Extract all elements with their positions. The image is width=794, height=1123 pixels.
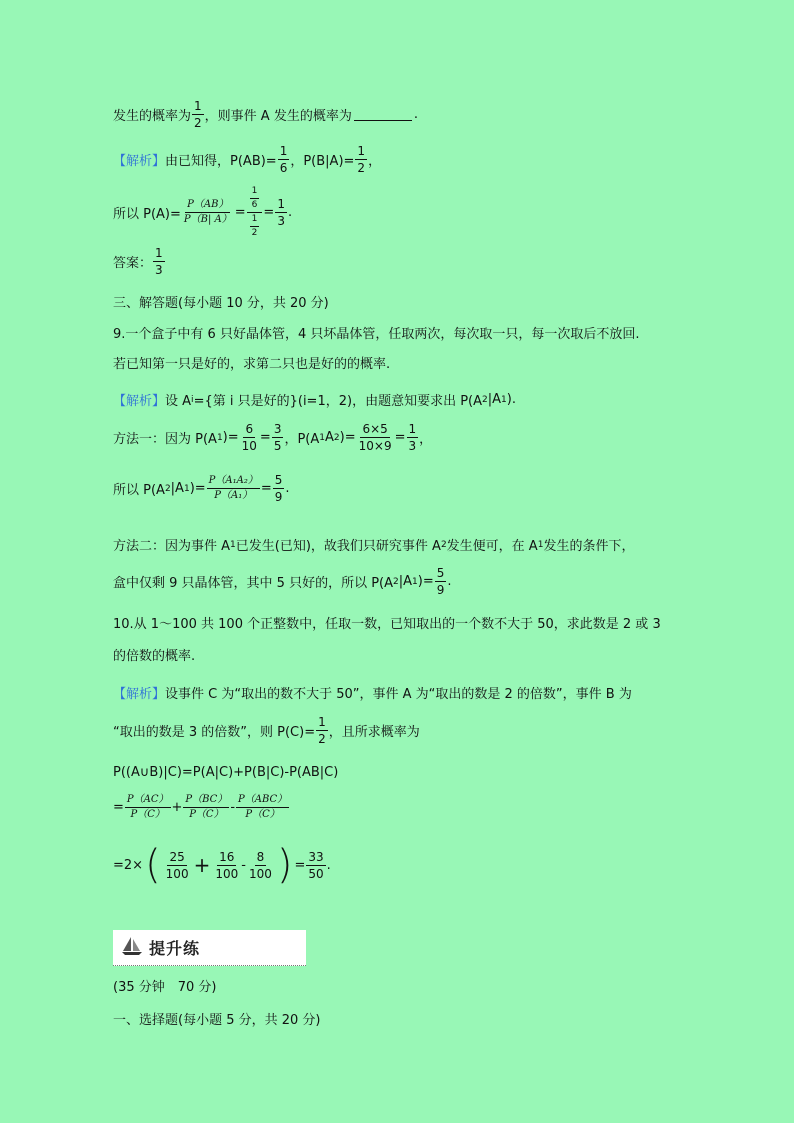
numerator: 8	[256, 849, 265, 864]
text: 所以 P(A)=	[113, 207, 181, 222]
subscript: 2	[164, 483, 171, 494]
text: 若已知第一只是好的，求第二只也是好的的概率.	[113, 357, 391, 372]
analysis-tag: 【解析】	[113, 154, 166, 169]
text: 一、选择题(每小题 5 分，共 20 分)	[113, 1013, 321, 1028]
denominator: 3	[408, 439, 417, 453]
numerator: 1	[318, 715, 326, 729]
numerator: 1	[250, 215, 260, 227]
text: 三、解答题(每小题 10 分，共 20 分)	[113, 296, 329, 311]
text: .	[326, 857, 331, 873]
numerator: 1	[250, 187, 260, 199]
fraction-6x5	[357, 423, 394, 452]
denominator: 3	[155, 263, 163, 277]
fraction-3-5	[272, 423, 284, 452]
text: =	[113, 800, 124, 815]
text: ，且所求概率为	[328, 725, 420, 740]
text: =	[263, 205, 275, 220]
analysis-tag: 【解析】	[113, 394, 166, 409]
denominator: P（A₁）	[214, 490, 253, 501]
fraction-half	[355, 145, 367, 174]
text: 设事件 C 为“取出的数不大于 50”，事件 A 为“取出的数是 2 的倍数”，事件 B 为	[165, 687, 632, 702]
text: 由已知得，P(AB)=	[165, 154, 277, 169]
text: (35 分钟 70 分)	[113, 980, 217, 995]
fraction-pabc	[236, 795, 289, 820]
text: .	[447, 574, 452, 589]
text: 方法二：因为事件 A	[113, 539, 231, 554]
numerator: 25	[169, 849, 185, 864]
numerator: 3	[273, 422, 282, 436]
numerator: 1	[194, 99, 202, 113]
text: 设 A	[165, 394, 192, 409]
fraction-pbc	[183, 795, 229, 820]
text: ).	[506, 392, 516, 407]
fraction-sixth	[278, 145, 290, 174]
text: 方法一：因为 P(A	[113, 432, 217, 447]
numerator: 6×5	[362, 422, 388, 436]
numerator: P（AC）	[125, 795, 171, 808]
numerator: 5	[274, 473, 283, 487]
numerator: 5	[436, 566, 445, 580]
equation-line-2	[113, 795, 290, 820]
text: |A	[398, 574, 413, 589]
method-1-result	[113, 474, 290, 503]
numerator	[247, 187, 263, 213]
fraction-pac	[125, 795, 171, 820]
denominator: 9	[274, 490, 283, 504]
fraction-half	[250, 215, 260, 238]
text: -	[230, 800, 236, 815]
text: 盒中仅剩 9 只晶体管，其中 5 只好的，所以 P(A	[113, 576, 394, 591]
fraction-half	[316, 716, 328, 745]
text: =2×	[113, 857, 144, 873]
fraction-half	[192, 100, 204, 129]
text: .	[413, 107, 418, 122]
denominator: 100	[248, 866, 272, 881]
denominator: 6	[279, 161, 288, 175]
time-note	[113, 976, 217, 995]
text: 发生便可，在 A	[446, 539, 538, 554]
numerator: 1	[357, 144, 366, 158]
banner-title: 提升练	[149, 939, 201, 958]
denominator: 2	[194, 116, 202, 130]
subscript: 2	[440, 539, 447, 550]
denominator	[247, 213, 263, 238]
text: =	[260, 481, 272, 496]
fraction-pa1a2	[207, 476, 260, 501]
subscript: 1	[216, 432, 223, 443]
fraction-pab-pba	[182, 200, 234, 225]
numerator: P（AB）	[185, 200, 230, 213]
q10-analysis-line2	[113, 716, 420, 745]
text: =	[294, 857, 306, 873]
question-10-line1	[113, 613, 661, 632]
text: =	[394, 430, 406, 445]
text: |A	[487, 392, 502, 407]
question-10-line2	[113, 645, 195, 664]
numerator: 1	[408, 422, 417, 436]
numerator: P（BC）	[183, 795, 229, 808]
section-banner	[113, 930, 306, 966]
problem-tail-line	[113, 100, 418, 129]
text: ，	[419, 432, 433, 447]
subscript: 1	[230, 539, 236, 550]
denominator: P（C）	[189, 809, 224, 820]
question-9-line1	[113, 323, 639, 342]
subscript: 2	[482, 394, 488, 405]
right-paren: )	[276, 842, 293, 888]
fraction-16-100	[213, 851, 240, 880]
text: 发生的概率为	[113, 109, 192, 124]
text: ，P(A	[284, 432, 320, 447]
denominator: 5	[273, 439, 282, 453]
text-a: A	[325, 430, 334, 445]
text: +	[193, 853, 211, 877]
equation-line-3	[113, 842, 331, 888]
text: =	[234, 205, 246, 220]
compound-fraction	[247, 187, 263, 238]
subscript: i	[191, 394, 194, 405]
text: =	[259, 430, 271, 445]
q9-analysis-line	[113, 390, 516, 409]
text: )=	[417, 574, 434, 589]
numerator: 1	[279, 144, 288, 158]
fraction-6-10	[240, 423, 259, 452]
analysis-tag: 【解析】	[113, 687, 166, 702]
subscript: 1	[183, 483, 190, 494]
section-heading	[113, 1009, 321, 1028]
denominator: 100	[215, 866, 239, 881]
method-1-line	[113, 423, 432, 452]
denominator: 2	[251, 228, 258, 238]
text: 的倍数的概率.	[113, 649, 196, 664]
numerator: 1	[155, 246, 163, 260]
method-2-line1	[113, 535, 634, 554]
section-heading	[113, 292, 329, 311]
denominator: 50	[308, 866, 324, 881]
text: 所以 P(A	[113, 483, 165, 498]
fraction-25-100	[164, 851, 191, 880]
conclusion-line	[113, 187, 292, 238]
text: ，P(B|A)=	[290, 154, 355, 169]
fraction-sixth	[250, 187, 260, 210]
text: 9.一个盒子中有 6 只好晶体管，4 只坏晶体管，任取两次，每次取一只，每一次取后不放回.	[113, 327, 640, 342]
denominator: 6	[251, 200, 258, 210]
numerator: 1	[277, 197, 285, 211]
fraction-third	[153, 247, 165, 276]
numerator: P（ABC）	[236, 795, 289, 808]
answer-label: 答案：	[113, 256, 153, 271]
denominator: 100	[165, 866, 189, 881]
fraction-5-9	[273, 474, 285, 503]
text: 发生的条件下，	[543, 539, 635, 554]
answer-line	[113, 247, 166, 276]
text: )=	[222, 430, 239, 445]
text: .	[285, 481, 290, 496]
subscript: 1	[501, 394, 507, 405]
text: .	[287, 205, 293, 220]
text: ={第 i 只是好的}(i=1，2)，由题意知要求出 P(A	[193, 394, 483, 409]
text: -	[241, 857, 246, 873]
text: |A	[170, 481, 184, 496]
fraction-third	[275, 198, 287, 227]
denominator: P（B| A）	[183, 214, 232, 225]
q10-analysis-line1	[113, 683, 632, 702]
subscript: 2	[333, 432, 340, 443]
numerator: 33	[308, 849, 324, 864]
fraction-5-9	[435, 567, 447, 596]
fraction-8-100	[247, 851, 274, 880]
subscript: 1	[537, 539, 544, 550]
denominator: 10	[241, 439, 257, 453]
fraction-third	[407, 423, 419, 452]
denominator: 10×9	[358, 439, 392, 453]
subscript: 1	[319, 432, 326, 443]
method-2-line2	[113, 567, 452, 596]
numerator: 16	[219, 849, 235, 864]
left-paren: (	[145, 842, 161, 888]
text: “取出的数是 3 的倍数”，则 P(C)=	[113, 725, 316, 740]
fraction-33-50	[306, 851, 325, 880]
answer-blank	[354, 108, 412, 121]
numerator: P（A₁A₂）	[207, 476, 260, 489]
denominator: 2	[318, 732, 326, 746]
text: +	[171, 800, 183, 815]
text: ，	[368, 154, 382, 169]
denominator: 9	[436, 583, 445, 597]
denominator: P（C）	[130, 809, 165, 820]
subscript: 2	[393, 576, 399, 587]
text: )=	[339, 430, 356, 445]
text: P((A∪B)|C)=P(A|C)+P(B|C)-P(AB|C)	[113, 765, 339, 780]
text: 已发生(已知)，故我们只研究事件 A	[235, 539, 441, 554]
denominator: 2	[357, 161, 366, 175]
numerator: 6	[245, 422, 254, 436]
text: ，则事件 A 发生的概率为	[204, 109, 352, 124]
text: 10.从 1～100 共 100 个正整数中，任取一数，已知取出的一个数不大于 50，求此数是 2 或 3	[113, 617, 661, 632]
denominator: P（C）	[245, 809, 280, 820]
equation-line-1	[113, 765, 338, 780]
subscript: 1	[412, 576, 418, 587]
denominator: 3	[277, 214, 285, 228]
sailboat-icon	[121, 936, 143, 960]
analysis-line	[113, 145, 381, 174]
text: )=	[189, 481, 206, 496]
question-9-line2	[113, 353, 390, 372]
